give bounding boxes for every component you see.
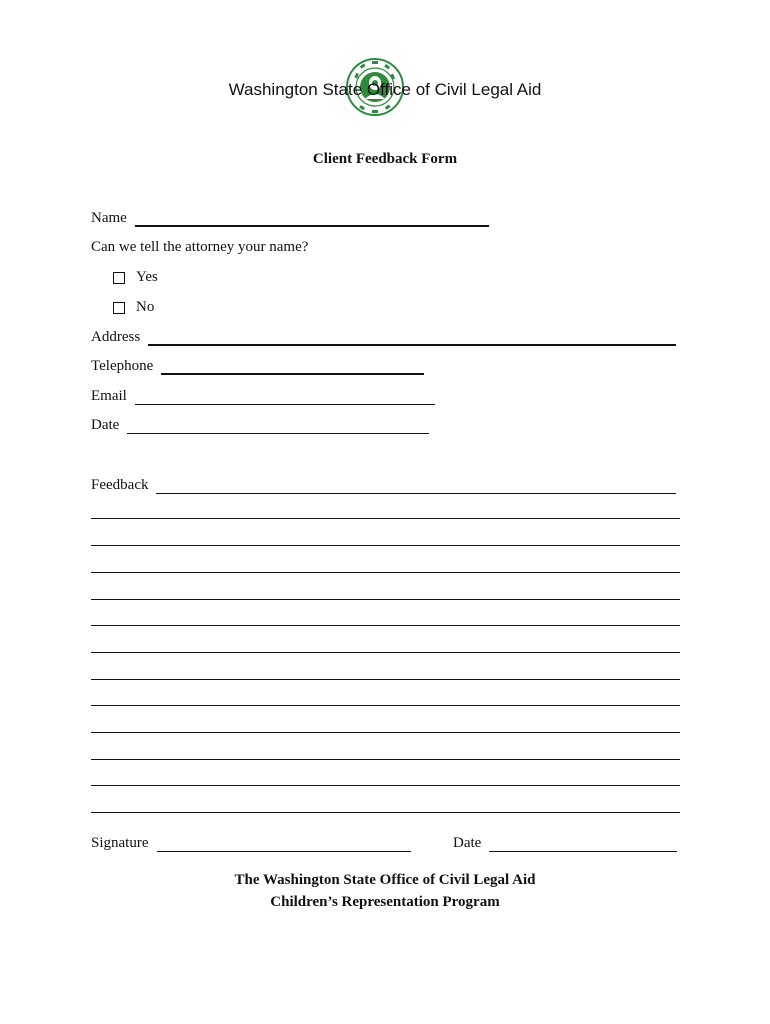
no-checkbox[interactable]	[113, 302, 125, 314]
feedback-line[interactable]	[91, 705, 680, 706]
feedback-label: Feedback	[91, 477, 149, 493]
permission-question	[91, 239, 308, 256]
signature-date-field[interactable]	[489, 837, 677, 852]
signature-date-row	[453, 835, 677, 852]
option-yes-row	[113, 269, 158, 286]
feedback-line[interactable]	[91, 625, 680, 626]
organization-title: Washington State Office of Civil Legal Aid	[228, 80, 542, 99]
telephone-field[interactable]	[161, 359, 424, 375]
permission-question-text: Can we tell the attorney your name?	[91, 239, 309, 255]
option-no-row	[113, 299, 154, 316]
signature-label: Signature	[91, 835, 149, 851]
email-field[interactable]	[135, 390, 435, 405]
date-field[interactable]	[127, 419, 429, 434]
email-row	[91, 388, 435, 405]
feedback-line[interactable]	[91, 785, 680, 786]
feedback-line[interactable]	[91, 812, 680, 813]
name-label: Name	[91, 210, 127, 226]
telephone-label: Telephone	[91, 358, 154, 374]
feedback-line[interactable]	[91, 599, 680, 600]
feedback-line[interactable]	[91, 518, 680, 519]
address-row	[91, 329, 676, 346]
date-label: Date	[91, 417, 120, 433]
name-field[interactable]	[135, 211, 489, 227]
feedback-row	[91, 477, 676, 494]
email-label: Email	[91, 388, 127, 404]
footer-organization: The Washington State Office of Civil Legal Aid	[234, 872, 536, 888]
feedback-line[interactable]	[91, 572, 680, 573]
footer-program: Children’s Representation Program	[270, 894, 500, 910]
address-field[interactable]	[148, 330, 676, 346]
form-title: Client Feedback Form	[312, 151, 458, 167]
no-label: No	[136, 299, 155, 315]
yes-checkbox[interactable]	[113, 272, 125, 284]
signature-field[interactable]	[157, 837, 411, 852]
name-row	[91, 210, 489, 227]
yes-label: Yes	[136, 269, 158, 285]
feedback-line[interactable]	[91, 679, 680, 680]
feedback-line[interactable]	[91, 545, 680, 546]
date-row	[91, 417, 429, 434]
feedback-line[interactable]	[91, 652, 680, 653]
feedback-line[interactable]	[91, 759, 680, 760]
signature-row	[91, 835, 411, 852]
signature-date-label: Date	[453, 835, 482, 851]
feedback-line[interactable]	[91, 732, 680, 733]
telephone-row	[91, 358, 424, 375]
feedback-field[interactable]	[156, 479, 676, 494]
address-label: Address	[91, 329, 141, 345]
